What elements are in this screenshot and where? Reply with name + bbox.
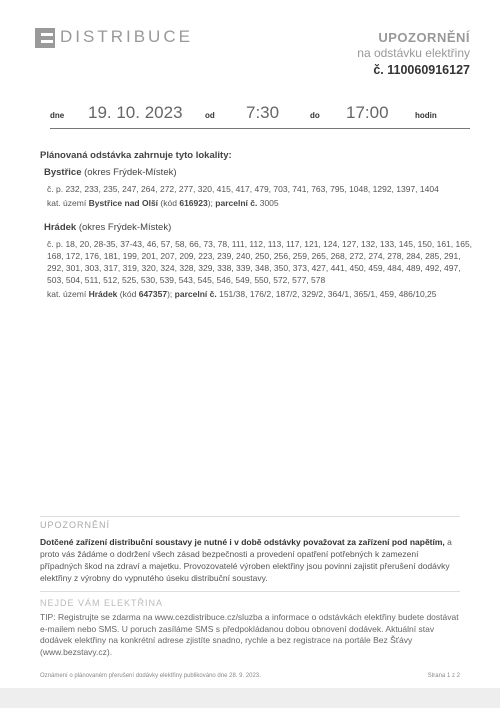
from-label: od <box>205 111 215 120</box>
outage-date: 19. 10. 2023 <box>88 103 183 122</box>
warning-text: Dotčené zařízení distribuční soustavy je nutné i v době odstávky považovat za zařízení pod napětím, a proto vás žádáme o dodržení všech zásad bezpečnosti a provedení opatření potřebných k zamezení případných škod na zdraví a majetku. Provozovatelé výroben elektřiny jsou povinni zajistit přerušení dodávky elektřiny z výrobny do vypnutého úseku distribuční soustavy. <box>40 537 452 583</box>
schedule-row <box>50 101 470 127</box>
warning-section <box>40 520 460 584</box>
cadastral-info: kat. území Bystřice nad Olší (kód 616923); parcelní č. 3005 <box>47 198 279 208</box>
hours-label: hodin <box>415 111 437 120</box>
footer-strip <box>0 688 500 708</box>
start-time: 7:30 <box>246 103 280 122</box>
warning-title: UPOZORNĚNÍ <box>40 520 111 530</box>
house-numbers: č. p. 232, 233, 235, 247, 264, 272, 277, 320, 415, 417, 479, 703, 741, 763, 795, 1048, 1292, 1397, 1404 <box>47 184 439 194</box>
to-label: do <box>310 111 320 120</box>
section-heading: Plánovaná odstávka zahrnuje tyto lokality: <box>40 150 232 161</box>
warning-divider <box>40 516 460 517</box>
location-district: (okres Frýdek-Místek) <box>78 222 172 233</box>
info-divider <box>40 591 460 592</box>
cadastral-info: kat. území Hrádek (kód 647357); parcelní č. 151/38, 176/2, 187/2, 329/2, 364/1, 365/1, 459, 486/10,25 <box>47 289 437 299</box>
location-name: Bystřice (okres Frýdek-Místek) <box>44 167 177 178</box>
location-district: (okres Frýdek-Místek) <box>84 167 177 178</box>
location-name: Hrádek (okres Frýdek-Místek) <box>44 222 172 233</box>
electricity-info-text: TIP: Registrujte se zdarma na www.cezdistribuce.cz/sluzba a informace o odstávkách elektřiny budete dostávat e-mailem nebo SMS. U poruch zasíláme SMS s předpokládanou dobou obnovení dodávek. Aktuální stav dodávek elektřiny na konkrétní adrese zjistíte snadno, rychle a bez registrace na portále Bez Šťávy (www.bezstavy.cz). <box>40 612 459 657</box>
location-block <box>44 167 474 209</box>
brand-name: DISTRIBUCE <box>60 27 193 46</box>
schedule-divider <box>50 128 470 129</box>
location-block <box>44 222 474 300</box>
end-time: 17:00 <box>346 103 389 122</box>
house-numbers: č. p. 18, 20, 28-35, 37-43, 46, 57, 58, 66, 73, 78, 111, 112, 113, 117, 121, 124, 127, 132, 133, 145, 150, 161, 165, 168, 172, 176, 181, 199, 201, 207, 209, 223, 239, 240, 250, 256, 259, 265, 268, 272, 274, 278, 284, 285, 291, 292, 301, 303, 317, 319, 320, 324, 328, 329, 338, 339, 348, 350, 373, 427, 441, 450, 459, 484, 489, 492, 497, 503, 504, 511, 512, 525, 530, 539, 543, 545, 546, 549, 550, 572, 577, 578 <box>47 239 473 285</box>
electricity-info-title: NEJDE VÁM ELEKTŘINA <box>40 598 164 608</box>
page-number: Strana 1 z 2 <box>427 673 460 679</box>
notice-title: UPOZORNĚNÍ <box>378 30 470 45</box>
notice-number: č. 110060916127 <box>373 63 470 77</box>
notice-subtitle: na odstávku elektřiny <box>357 46 470 60</box>
date-label: dne <box>50 111 65 120</box>
publication-note: Oznámení o plánovaném přerušení dodávky elektřiny publikováno dne 28. 9. 2023. <box>40 673 261 679</box>
cez-logo-icon <box>35 28 55 48</box>
